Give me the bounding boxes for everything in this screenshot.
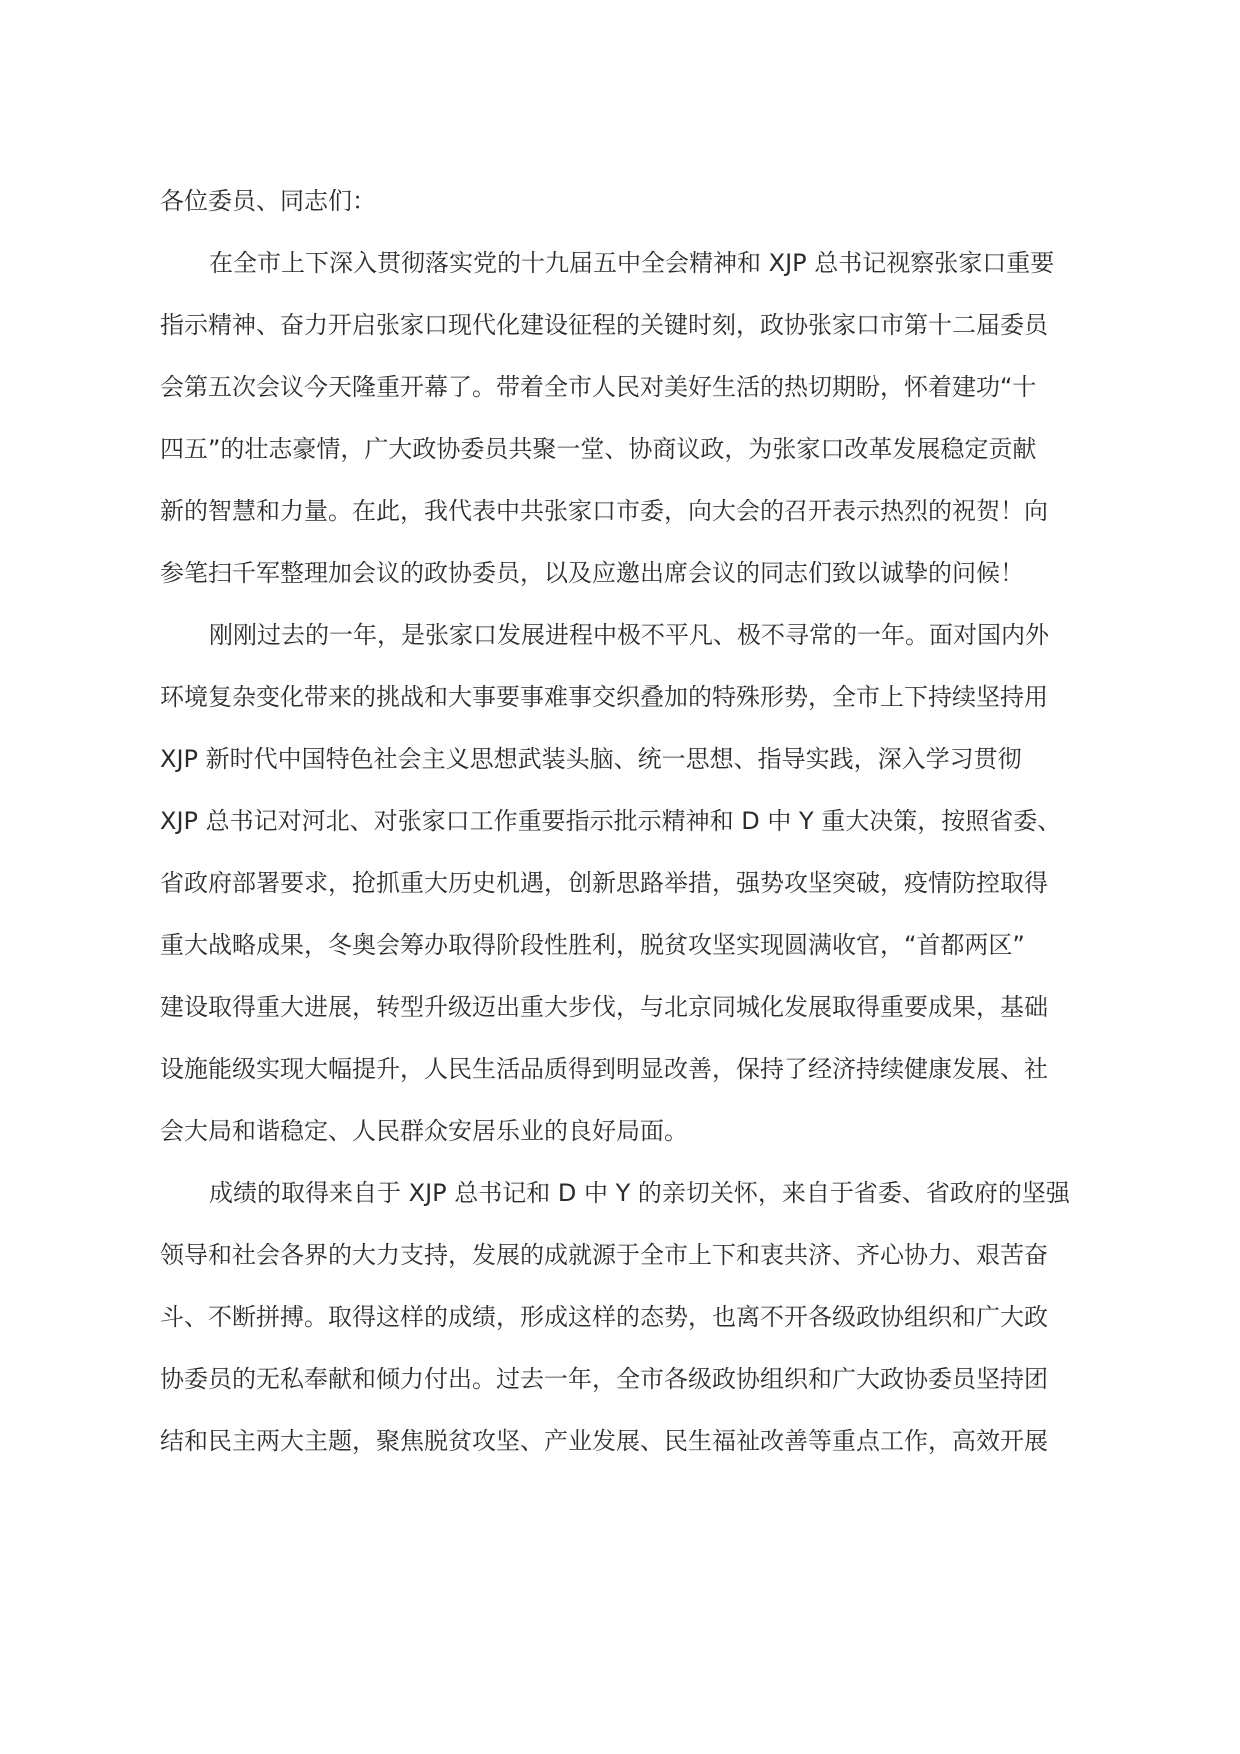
text-line: 在全市上下深入贯彻落实党的十九届五中全会精神和 XJP 总书记视察张家口重要 — [209, 249, 1055, 277]
text-line: 成绩的取得来自于 XJP 总书记和 D 中 Y 的亲切关怀，来自于省委、省政府的坚强 — [209, 1179, 1070, 1207]
text-line: 参笔扫千军整理加会议的政协委员，以及应邀出席会议的同志们致以诚挚的问候！ — [160, 559, 1024, 587]
paragraph-3 — [160, 1162, 1100, 1472]
text-line: 指示精神、奋力开启张家口现代化建设征程的关键时刻，政协张家口市第十二届委员 — [160, 311, 1048, 339]
text-line: 斗、不断拼搏。取得这样的成绩，形成这样的态势，也离不开各级政协组织和广大政 — [160, 1303, 1048, 1331]
text-line: 设施能级实现大幅提升，人民生活品质得到明显改善，保持了经济持续健康发展、社 — [160, 1055, 1048, 1083]
text-line: 会大局和谐稳定、人民群众安居乐业的良好局面。 — [160, 1117, 688, 1145]
text-line: 协委员的无私奉献和倾力付出。过去一年，全市各级政协组织和广大政协委员坚持团 — [160, 1365, 1048, 1393]
document-body — [160, 170, 1100, 1472]
text-line: 会第五次会议今天隆重开幕了。带着全市人民对美好生活的热切期盼，怀着建功“十 — [160, 373, 1037, 401]
text-line: 刚刚过去的一年，是张家口发展进程中极不平凡、极不寻常的一年。面对国内外 — [209, 621, 1049, 649]
text-line: 重大战略成果，冬奥会筹办取得阶段性胜利，脱贫攻坚实现圆满收官，“首都两区” — [160, 931, 1025, 959]
text-line: 结和民主两大主题，聚焦脱贫攻坚、产业发展、民生福祉改善等重点工作，高效开展 — [160, 1427, 1048, 1455]
text-line: XJP 总书记对河北、对张家口工作重要指示批示精神和 D 中 Y 重大决策，按照省委、 — [160, 807, 1062, 835]
text-line: 省政府部署要求，抢抓重大历史机遇，创新思路举措，强势攻坚突破，疫情防控取得 — [160, 869, 1048, 897]
text-line: 建设取得重大进展，转型升级迈出重大步伐，与北京同城化发展取得重要成果，基础 — [160, 993, 1048, 1021]
text-line: 领导和社会各界的大力支持，发展的成就源于全市上下和衷共济、齐心协力、艰苦奋 — [160, 1241, 1048, 1269]
paragraph-1 — [160, 232, 1100, 604]
text-line: 环境复杂变化带来的挑战和大事要事难事交织叠加的特殊形势，全市上下持续坚持用 — [160, 683, 1048, 711]
text-line: 新的智慧和力量。在此，我代表中共张家口市委，向大会的召开表示热烈的祝贺！向 — [160, 497, 1048, 525]
text-line: 四五”的壮志豪情，广大政协委员共聚一堂、协商议政，为张家口改革发展稳定贡献 — [160, 435, 1037, 463]
salutation: 各位委员、同志们： — [160, 187, 376, 215]
paragraph-2 — [160, 604, 1100, 1162]
text-line: XJP 新时代中国特色社会主义思想武装头脑、统一思想、指导实践，深入学习贯彻 — [160, 745, 1022, 773]
